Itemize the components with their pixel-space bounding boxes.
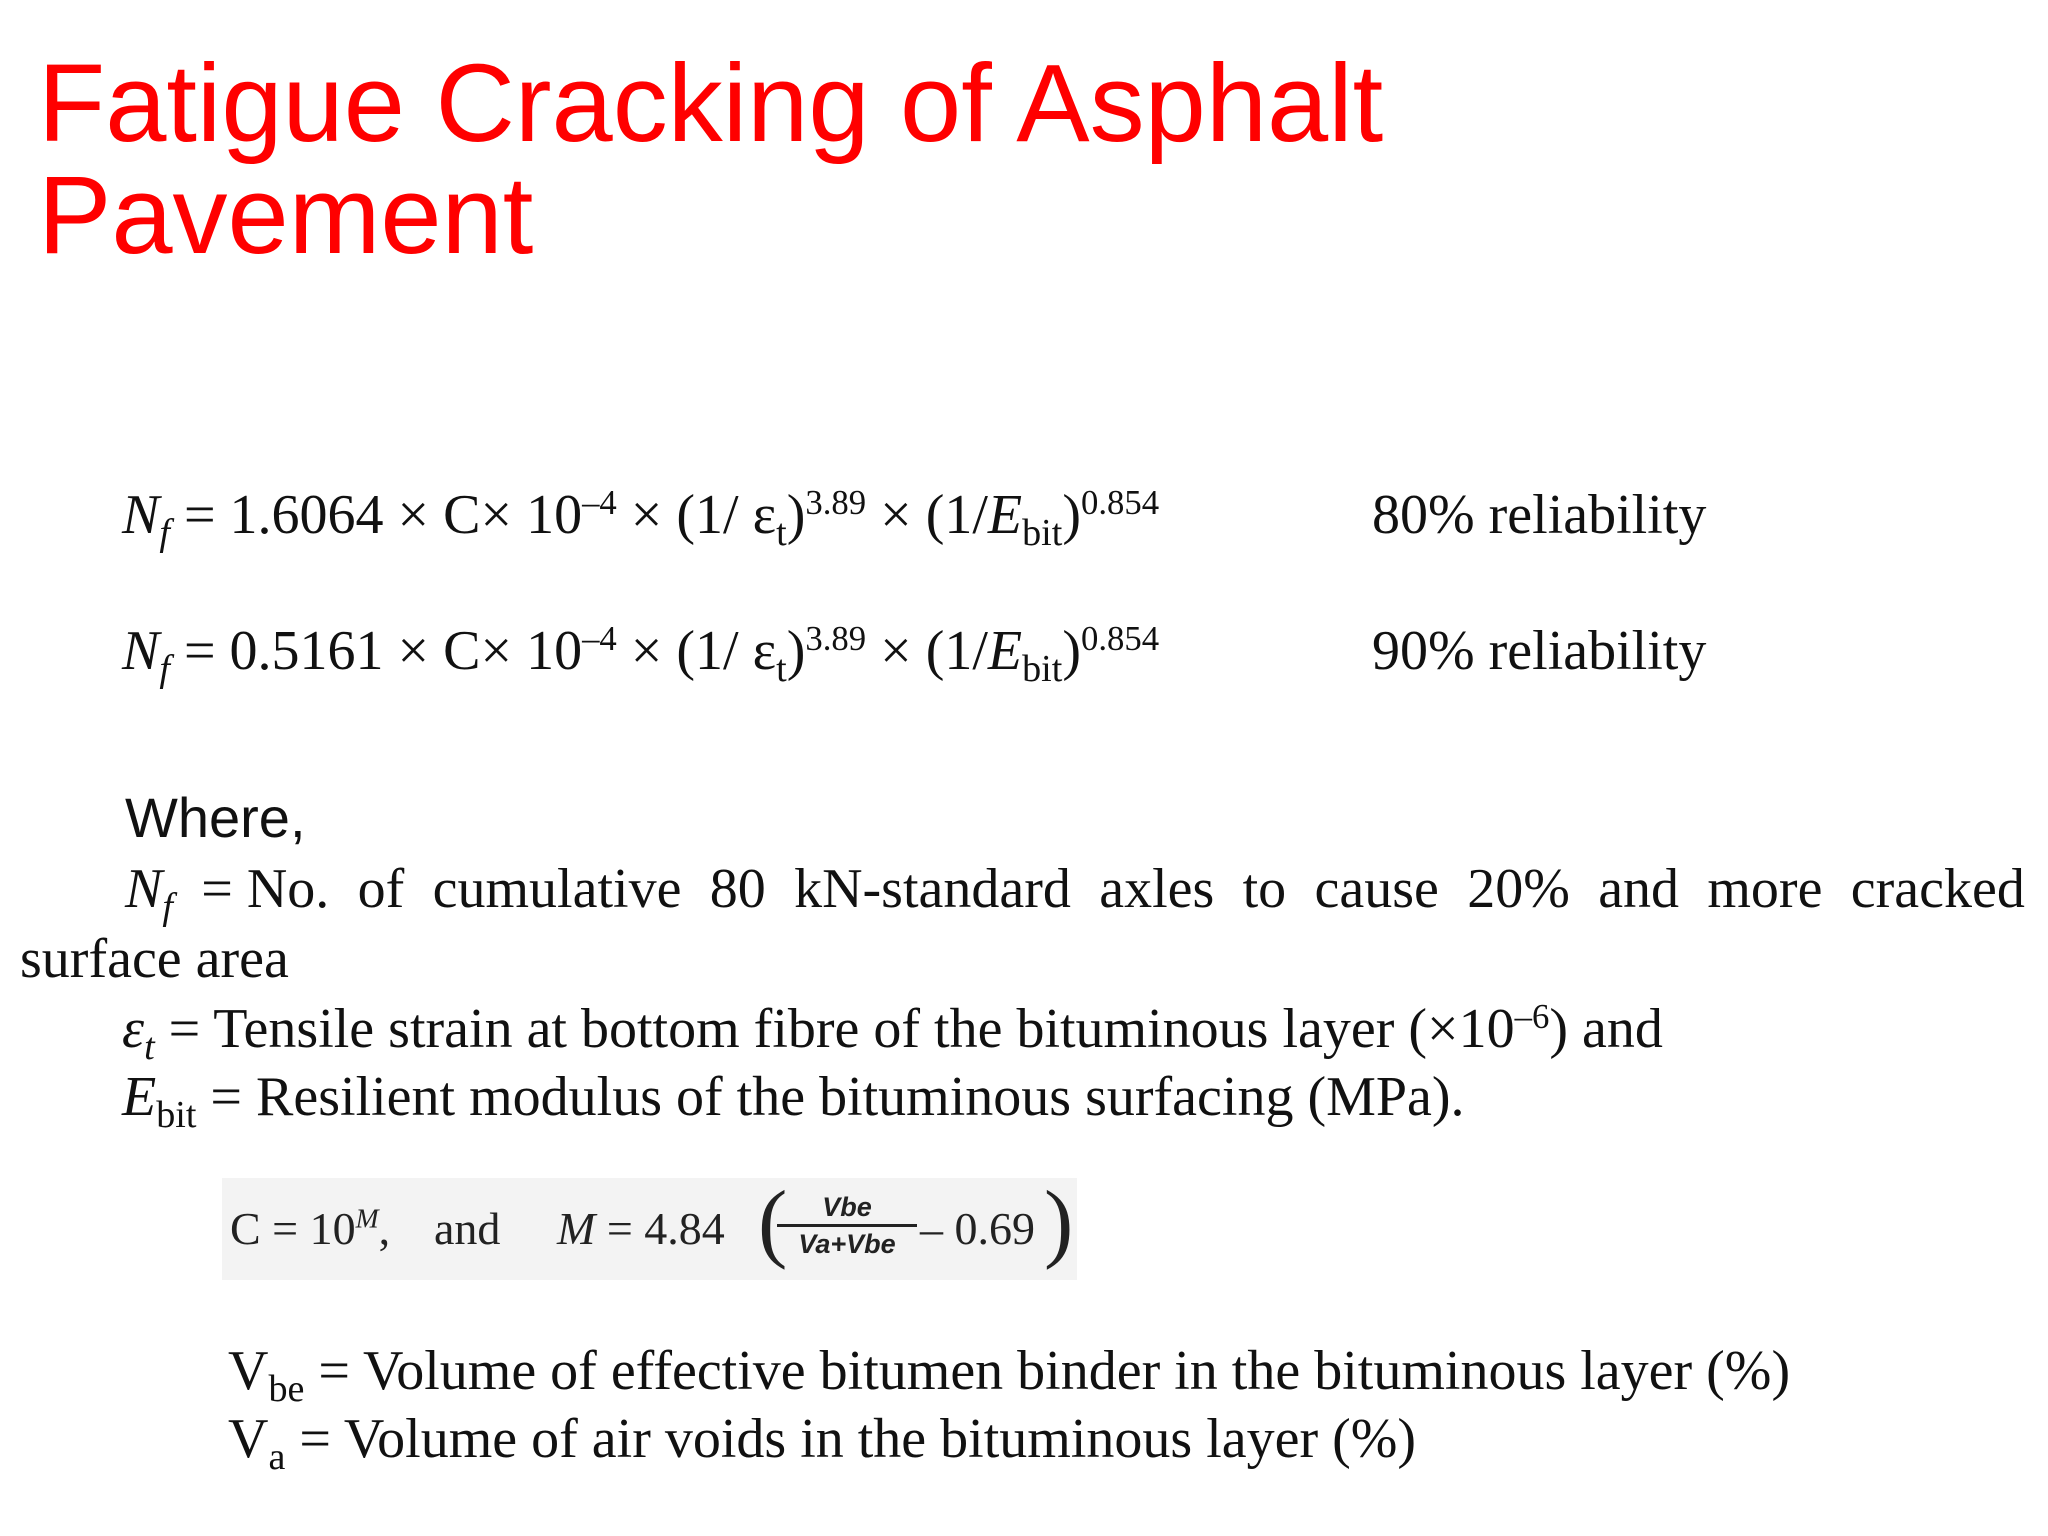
where-label: Where,: [125, 786, 306, 849]
strain-definition: $\varepsilon_t$ = Tensile strain at bottom fibre of the bituminous layer $(\times 10^{-6})$ and: [122, 996, 1663, 1069]
right-paren: ): [1044, 1174, 1074, 1271]
volume-fraction: Vbe Va+Vbe: [777, 1190, 917, 1261]
reliability-label: 80% reliability: [1372, 484, 1707, 546]
slide-title: [38, 42, 1438, 277]
nf-symbol: $N_f$: [125, 858, 173, 929]
c-m-formula: $C = 10^M$, and M = 4.84 ( Vbe Va+Vbe – 0.69 ): [222, 1178, 1077, 1280]
va-definition: $V_a$ = Volume of air voids in the bituminous layer (%): [228, 1408, 1417, 1479]
vbe-definition: $V_{be}$ = Volume of effective bitumen binder in the bituminous layer (%): [228, 1340, 1791, 1411]
reliability-label: 90% reliability: [1372, 620, 1707, 682]
title-line-1: Fatigue Cracking of Asphalt: [38, 42, 1384, 165]
left-paren: (: [758, 1174, 788, 1271]
title-line-2: Pavement: [38, 154, 534, 277]
nf-definition-line1: $N_f$ = No. of cumulative 80 kN-standard axles to cause 20% and more cracked: [125, 855, 2025, 923]
fatigue-equation-90: $N_f = 0.5161 \times C\times 10^{-4} \times (1/$ $\varepsilon_t)^{3.89} \times (1/E_{bit})^{0.854}$ 90% reliability: [122, 616, 2022, 686]
equation-coefficient: 1.6064: [229, 484, 384, 546]
modulus-definition: $E_{bit}$ = Resilient modulus of the bituminous surfacing (MPa).: [122, 1066, 1465, 1137]
equation-coefficient: 0.5161: [229, 620, 384, 682]
nf-definition-line2: surface area: [20, 928, 289, 990]
fatigue-equation-80: $N_f = 1.6064 \times C\times 10^{-4} \times (1/$ $\varepsilon_t)^{3.89} \times (1/E_{bit})^{0.854}$ 80% reliability: [122, 480, 2022, 550]
